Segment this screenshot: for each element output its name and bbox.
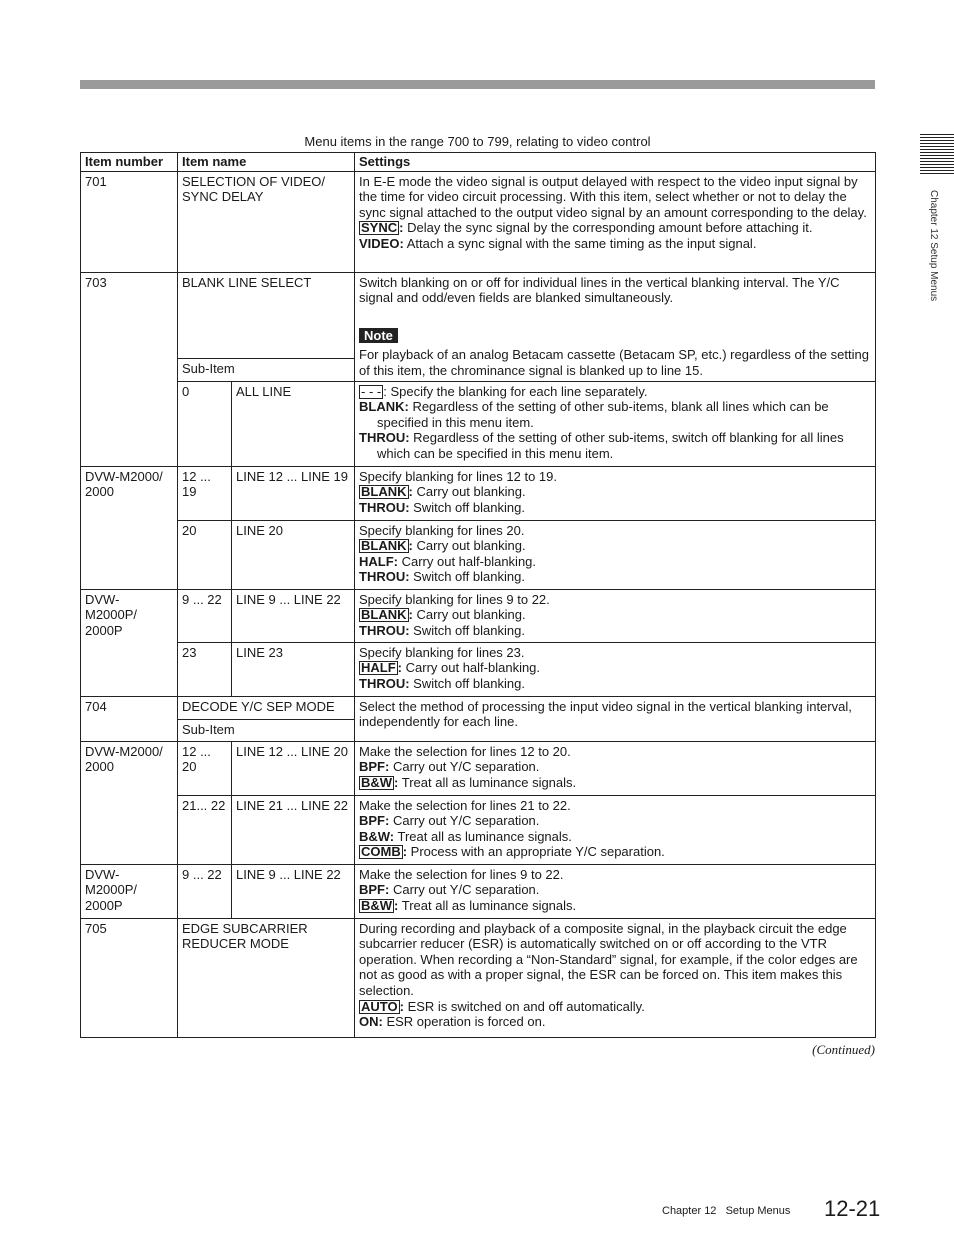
option-key: BPF: xyxy=(359,759,390,775)
default-option-key: B&W xyxy=(361,897,393,913)
item-name: DECODE Y/C SEP MODE xyxy=(178,696,355,719)
option-dash xyxy=(359,384,871,400)
default-option-key: BLANK xyxy=(361,607,407,623)
option-separator: : xyxy=(397,660,403,676)
table-row xyxy=(81,589,876,642)
settings-description: Specify blanking for lines 12 to 19. xyxy=(359,468,558,484)
item-name: EDGE SUBCARRIER REDUCER MODE xyxy=(178,918,355,1037)
option-text: Carry out blanking. xyxy=(412,484,526,500)
item-number: 701 xyxy=(81,171,178,272)
option-throu xyxy=(359,676,871,692)
settings-cell xyxy=(355,795,876,864)
table-row xyxy=(81,642,876,696)
option-key: B&W: xyxy=(359,828,395,844)
option-on xyxy=(359,1014,871,1030)
option-text: ESR is switched on and off automatically. xyxy=(403,998,645,1014)
sub-item-number: 9 ... 22 xyxy=(178,589,232,642)
settings-cell xyxy=(355,589,876,642)
footer-chapter: Chapter 12 Setup Menus xyxy=(662,1205,791,1217)
settings-description: Switch blanking on or off for individual lines in the vertical blanking interval. The Y/C signal and odd/even fields are blanked simultaneously. xyxy=(359,274,840,306)
header-item-number: Item number xyxy=(81,153,178,172)
option-auto xyxy=(359,999,871,1015)
default-option-key: BLANK xyxy=(361,484,407,500)
option-throu xyxy=(359,500,871,516)
sub-item-number: 21... 22 xyxy=(178,795,232,864)
option-text: Carry out Y/C separation. xyxy=(389,882,540,898)
settings-cell xyxy=(355,272,876,381)
option-key: THROU: xyxy=(359,622,410,638)
sub-item-name: LINE 9 ... LINE 22 xyxy=(232,589,355,642)
option-text: ESR operation is forced on. xyxy=(382,1014,546,1030)
table-row xyxy=(81,741,876,795)
sub-item-number: 0 xyxy=(178,381,232,466)
sub-item-name: LINE 12 ... LINE 19 xyxy=(232,466,355,520)
note-label: Note xyxy=(359,328,398,344)
item-number: 704 xyxy=(81,696,178,741)
settings-description: Specify blanking for lines 20. xyxy=(359,522,525,538)
option-blank xyxy=(359,538,871,554)
option-text: Regardless of the setting of other sub-items, switch off blanking for all lines which can be specified in this menu item. xyxy=(377,430,844,461)
settings-description: In E-E mode the video signal is output delayed with respect to the video input signal by the time for video circuit processing. With this item, select whether or not to delay the sync signal attached to the output video signal by an amount corresponding to the delay. xyxy=(359,173,867,220)
option-key: BLANK: xyxy=(359,399,409,415)
option-bw xyxy=(359,775,871,791)
item-number: 703 xyxy=(81,272,178,466)
settings-cell xyxy=(355,741,876,795)
option-separator: : xyxy=(399,998,404,1014)
option-separator: : xyxy=(399,220,404,236)
option-bpf xyxy=(359,813,871,829)
option-bpf xyxy=(359,759,871,775)
option-half xyxy=(359,554,871,570)
side-chapter-label: Chapter 12 Setup Menus xyxy=(928,190,939,302)
option-blank xyxy=(359,484,871,500)
option-separator: : xyxy=(402,844,408,860)
settings-description: Specify blanking for lines 23. xyxy=(359,644,525,660)
table-row xyxy=(81,795,876,864)
sub-item-number: 9 ... 22 xyxy=(178,864,232,918)
table-row xyxy=(81,696,876,719)
option-text: Treat all as luminance signals. xyxy=(398,774,577,790)
item-number: 705 xyxy=(81,918,178,1037)
settings-description: Make the selection for lines 21 to 22. xyxy=(359,797,571,813)
option-bpf xyxy=(359,882,871,898)
option-throu xyxy=(359,430,871,461)
item-name: SELECTION OF VIDEO/ SYNC DELAY xyxy=(178,171,355,272)
table-row xyxy=(81,381,876,466)
option-key: THROU: xyxy=(359,430,410,446)
table-caption: Menu items in the range 700 to 799, relating to video control xyxy=(304,134,651,149)
option-text: Switch off blanking. xyxy=(409,499,525,515)
settings-description: Specify blanking for lines 9 to 22. xyxy=(359,591,550,607)
option-text: : Specify the blanking for each line separately. xyxy=(383,383,648,399)
default-option-key: AUTO xyxy=(361,998,398,1014)
settings-cell xyxy=(355,864,876,918)
sub-item-name: LINE 12 ... LINE 20 xyxy=(232,741,355,795)
table-row xyxy=(81,272,876,359)
table-row xyxy=(81,171,876,272)
settings-description: During recording and playback of a composite signal, in the playback circuit the edge subcarrier reducer (ESR) is automatically switched on or off according to the VTR operation. When recording a “Non-Standard” signal, for example, if the color edges are not as good as with a proper signal, the ESR can be forced on. This item makes this selection. xyxy=(359,920,858,998)
sub-item-number: 12 ... 20 xyxy=(178,741,232,795)
settings-cell xyxy=(355,171,876,272)
option-separator: : xyxy=(394,897,399,913)
sub-item-number: 20 xyxy=(178,520,232,589)
table-row xyxy=(81,520,876,589)
sub-item-name: LINE 23 xyxy=(232,642,355,696)
header-settings: Settings xyxy=(355,153,876,172)
model-label: DVW-M2000/ 2000 xyxy=(81,741,178,864)
option-text: Carry out half-blanking. xyxy=(402,660,541,676)
option-throu xyxy=(359,569,871,585)
settings-cell xyxy=(355,466,876,520)
model-label: DVW-M2000/ 2000 xyxy=(81,466,178,589)
settings-cell xyxy=(355,520,876,589)
option-text: Delay the sync signal by the corresponding amount before attaching it. xyxy=(403,220,813,236)
option-sync xyxy=(359,220,871,236)
option-key: VIDEO: xyxy=(359,235,404,251)
table-row xyxy=(81,466,876,520)
default-option-key: HALF xyxy=(361,660,396,676)
sub-item-number: 12 ... 19 xyxy=(178,466,232,520)
sub-item-label: Sub-Item xyxy=(178,359,355,381)
option-separator: : xyxy=(408,538,413,554)
model-label: DVW- M2000P/ 2000P xyxy=(81,589,178,696)
option-key: THROU: xyxy=(359,675,410,691)
option-text: Regardless of the setting of other sub-items, blank all lines which can be specified in this menu item. xyxy=(377,399,829,430)
option-blank xyxy=(359,607,871,623)
option-separator: : xyxy=(408,607,413,623)
option-half xyxy=(359,660,871,676)
default-option-key: COMB xyxy=(361,844,401,860)
item-name: BLANK LINE SELECT xyxy=(178,272,355,359)
sub-item-number: 23 xyxy=(178,642,232,696)
sub-item-name: LINE 20 xyxy=(232,520,355,589)
table-header-row xyxy=(81,153,876,172)
default-option-key: - - - xyxy=(361,383,382,399)
option-throu xyxy=(359,623,871,639)
settings-description: Make the selection for lines 9 to 22. xyxy=(359,866,564,882)
settings-description: Make the selection for lines 12 to 20. xyxy=(359,743,571,759)
option-key: BPF: xyxy=(359,882,390,898)
option-key: THROU: xyxy=(359,499,410,515)
option-text: Carry out blanking. xyxy=(412,607,526,623)
option-text: Carry out blanking. xyxy=(412,538,526,554)
model-label: DVW- M2000P/ 2000P xyxy=(81,864,178,918)
chapter-tab-marker xyxy=(920,134,954,176)
option-text: Carry out half-blanking. xyxy=(398,553,537,569)
option-video xyxy=(359,236,871,252)
option-text: Attach a sync signal with the same timing as the input signal. xyxy=(403,235,757,251)
option-key: ON: xyxy=(359,1014,383,1030)
sub-item-name: ALL LINE xyxy=(232,381,355,466)
table-row xyxy=(81,918,876,1037)
option-bw xyxy=(359,829,871,845)
option-key: BPF: xyxy=(359,813,390,829)
option-text: Treat all as luminance signals. xyxy=(394,828,572,844)
sub-item-name: LINE 9 ... LINE 22 xyxy=(232,864,355,918)
option-comb xyxy=(359,844,871,860)
option-text: Carry out Y/C separation. xyxy=(389,759,540,775)
option-blank xyxy=(359,399,871,430)
option-separator: : xyxy=(394,774,399,790)
option-text: Switch off blanking. xyxy=(409,569,525,585)
table-row xyxy=(81,864,876,918)
option-bw xyxy=(359,898,871,914)
page-number: 12-21 xyxy=(824,1196,881,1221)
settings-cell xyxy=(355,642,876,696)
default-option-key: SYNC xyxy=(361,220,398,236)
settings-description: Select the method of processing the input video signal in the vertical blanking interval, independently for each line. xyxy=(355,696,876,741)
sub-item-name: LINE 21 ... LINE 22 xyxy=(232,795,355,864)
settings-table xyxy=(80,152,876,1038)
default-option-key: B&W xyxy=(361,774,393,790)
option-text: Process with an appropriate Y/C separation. xyxy=(407,844,665,860)
option-text: Carry out Y/C separation. xyxy=(389,813,540,829)
default-option-key: BLANK xyxy=(361,538,407,554)
top-rule xyxy=(80,80,875,89)
option-text: Switch off blanking. xyxy=(409,675,525,691)
option-text: Treat all as luminance signals. xyxy=(398,897,577,913)
option-key: HALF: xyxy=(359,553,398,569)
settings-cell xyxy=(355,381,876,466)
header-item-name: Item name xyxy=(178,153,355,172)
sub-item-label: Sub-Item xyxy=(178,719,355,741)
option-separator: : xyxy=(408,484,413,500)
note-text: For playback of an analog Betacam cassette (Betacam SP, etc.) regardless of the setting of this item, the chrominance signal is blanked up to line 15. xyxy=(359,347,869,378)
settings-cell xyxy=(355,918,876,1037)
continued-note: (Continued) xyxy=(812,1042,875,1057)
option-text: Switch off blanking. xyxy=(409,622,525,638)
option-key: THROU: xyxy=(359,569,410,585)
